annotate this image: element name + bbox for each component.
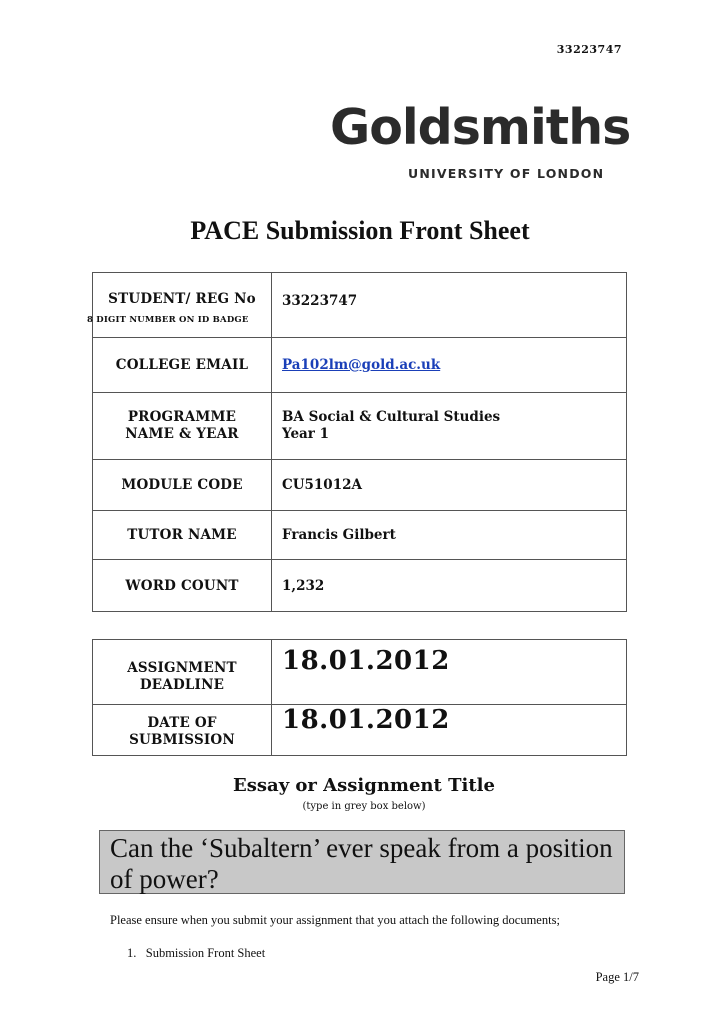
- student-details-table: [87, 272, 627, 612]
- student-reg-sublabel: 8 DIGIT NUMBER ON ID BADGE: [87, 315, 249, 325]
- goldsmiths-logo: [330, 99, 631, 188]
- essay-title-box[interactable]: [99, 830, 625, 894]
- table-row: [93, 273, 627, 338]
- dates-table: [92, 639, 627, 756]
- essay-heading: [0, 775, 728, 796]
- deadline-value: 18.01.2012: [282, 646, 450, 676]
- essay-heading-text: Essay or Assignment Title: [233, 775, 495, 796]
- logo-subtitle: UNIVERSITY OF LONDON: [408, 166, 605, 181]
- essay-hint: (type in grey box below): [302, 801, 426, 812]
- word-count-label: WORD COUNT: [93, 560, 272, 612]
- college-email-link[interactable]: Pa102lm@gold.ac.uk: [282, 357, 441, 373]
- tutor-name-value: Francis Gilbert: [272, 511, 627, 560]
- submission-date-value: 18.01.2012: [282, 705, 450, 735]
- submission-date-label-cell: [93, 705, 272, 756]
- college-email-label: COLLEGE EMAIL: [93, 338, 272, 393]
- submission-date-value-cell: [272, 705, 627, 756]
- student-reg-label-cell: [87, 273, 272, 338]
- table-row: [93, 460, 627, 511]
- module-code-label: MODULE CODE: [93, 460, 272, 511]
- programme-value: [272, 393, 627, 460]
- logo-wordmark: Goldsmiths: [330, 99, 631, 156]
- table-row: [93, 640, 627, 705]
- programme-year: Year 1: [282, 426, 330, 442]
- table-row: [93, 393, 627, 460]
- student-reg-label: STUDENT/ REG No: [108, 291, 256, 307]
- table-row: [93, 705, 627, 756]
- page-number: Page 1/7: [595, 970, 639, 984]
- submission-date-label: DATE OF SUBMISSION: [129, 715, 235, 748]
- page-title-text: PACE Submission Front Sheet: [190, 216, 530, 245]
- essay-title-text: Can the ‘Subaltern’ ever speak from a position of power?: [110, 833, 613, 894]
- deadline-label: ASSIGNMENT DEADLINE: [127, 660, 237, 693]
- programme-label: [93, 393, 272, 460]
- student-reg-value: 33223747: [272, 273, 627, 338]
- module-code-value: CU51012A: [272, 460, 627, 511]
- table-row: [93, 511, 627, 560]
- table-row: [93, 560, 627, 612]
- instructions-text: Please ensure when you submit your assignment that you attach the following documents;: [110, 913, 560, 927]
- table-row: [93, 338, 627, 393]
- college-email-value: [272, 338, 627, 393]
- word-count-value: 1,232: [272, 560, 627, 612]
- deadline-label-cell: [93, 640, 272, 705]
- deadline-value-cell: [272, 640, 627, 705]
- programme-label-text: PROGRAMME NAME & YEAR: [125, 409, 239, 442]
- page-title: [0, 216, 728, 246]
- programme-name: BA Social & Cultural Studies: [282, 409, 501, 425]
- header-id-number: 33223747: [556, 43, 622, 56]
- tutor-name-label: TUTOR NAME: [93, 511, 272, 560]
- list-item: 1. Submission Front Sheet: [127, 946, 266, 960]
